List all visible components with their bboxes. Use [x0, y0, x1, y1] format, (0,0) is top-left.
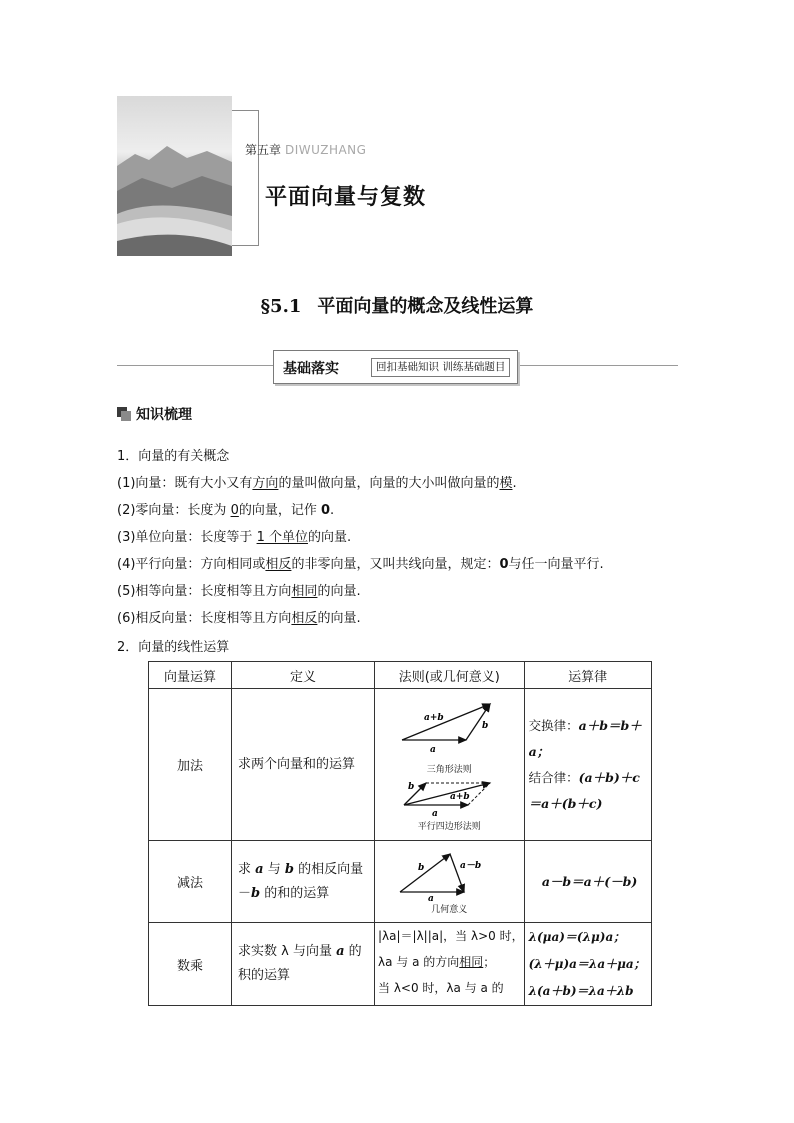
text: (3)单位向量：长度等于 [117, 530, 257, 545]
vector-b: b [284, 861, 294, 877]
chapter-cover-image [117, 96, 232, 256]
section-banner [273, 350, 518, 384]
associative-law [529, 765, 651, 791]
scalar-rule-line2 [378, 949, 524, 975]
def-addition: 求两个向量和的运算 [232, 689, 375, 841]
landscape-illustration [117, 96, 232, 256]
law-subtraction [524, 841, 651, 923]
text: 求实数 λ 与向量 [238, 944, 337, 959]
def-scalar [232, 923, 375, 1006]
concept-equal-vector [117, 580, 361, 599]
text: 的向量. [317, 584, 361, 599]
text: . [330, 503, 335, 518]
col-header-operation: 向量运算 [149, 662, 232, 689]
triangle-rule-diagram [394, 698, 504, 762]
divider-right [518, 365, 678, 366]
text: 积的运算 [238, 968, 291, 983]
label-a: a [430, 744, 437, 755]
minus-sign: － [238, 885, 252, 901]
banner-title: 基础落实 [283, 361, 339, 377]
law-formula: a＋b＝b＋ [578, 717, 642, 733]
label-b: b [482, 720, 489, 731]
concept-parallel-vector [117, 553, 604, 572]
blank-answer: 0 [230, 503, 239, 518]
text: 的 [344, 944, 362, 959]
commutative-law [529, 713, 651, 739]
text: 的向量. [317, 611, 361, 626]
rule-addition [375, 689, 525, 841]
triangle-rule-caption: 三角形法则 [426, 764, 472, 775]
section-name: 平面向量的概念及线性运算 [317, 296, 534, 317]
divider-left [117, 365, 273, 366]
law-label: 结合律： [528, 769, 579, 785]
section-number: §5.1 [260, 296, 302, 317]
label-b: b [408, 781, 415, 792]
text: 的向量. [307, 530, 352, 545]
op-name-addition: 加法 [149, 689, 232, 841]
concept-vector [117, 472, 517, 491]
section-title [0, 292, 794, 318]
label-a-plus-b: a+b [450, 791, 470, 802]
item2-heading: 2．向量的线性运算 [117, 640, 230, 655]
chapter-number: 第五章 [245, 143, 282, 157]
law-label: 交换律： [528, 717, 579, 733]
vector-a: a [336, 944, 345, 959]
law-formula: (a＋b)＋c [578, 769, 640, 785]
text: 求 [238, 861, 256, 877]
linear-operations-table [148, 661, 652, 1006]
concept-opposite-vector [117, 607, 361, 626]
label-a: a [428, 894, 435, 902]
law-addition [524, 689, 651, 841]
rule-subtraction [375, 841, 525, 923]
table-header-row [149, 662, 652, 689]
banner-subtitle: 回扣基础知识 训练基础题目 [371, 358, 510, 377]
col-header-definition: 定义 [232, 662, 375, 689]
item1-heading: 1．向量的有关概念 [117, 449, 230, 464]
chapter-pinyin: DIWUZHANG [285, 143, 367, 157]
scalar-law-1: λ(μa)＝(λμ)a； [528, 929, 626, 944]
law-scalar [524, 923, 651, 1006]
label-a-plus-b: a+b [424, 712, 444, 723]
zero-vector-symbol: 0 [499, 557, 509, 572]
text: (4)平行向量：方向相同或 [117, 557, 266, 572]
table-row-addition [149, 689, 652, 841]
text: 的量叫做向量，向量的大小叫做向量的 [278, 476, 500, 491]
blank-answer: 相同 [459, 955, 484, 969]
col-header-rule: 法则(或几何意义) [375, 662, 525, 689]
parallelogram-rule-caption: 平行四边形法则 [417, 821, 481, 832]
blank-answer: 方向 [252, 476, 279, 491]
col-header-law: 运算律 [524, 662, 651, 689]
square-bullet-icon [117, 407, 131, 421]
associative-law-cont: ＝a＋(b＋c) [528, 795, 603, 811]
label-b: b [418, 863, 425, 873]
blank-answer: 相同 [291, 584, 318, 599]
knowledge-heading [117, 404, 192, 424]
blank-answer: 模 [499, 476, 513, 491]
text: 的和的运算 [260, 885, 330, 901]
text: (5)相等向量：长度相等且方向 [117, 584, 292, 599]
rule-scalar [375, 923, 525, 1006]
text: ； [483, 955, 496, 969]
text: 与任一向量平行. [508, 557, 604, 572]
chapter-frame [232, 110, 259, 246]
parallelogram-rule-diagram [394, 775, 504, 819]
op-name-scalar: 数乘 [149, 923, 232, 1006]
commutative-law-cont: a； [528, 743, 550, 759]
def-subtraction [232, 841, 375, 923]
scalar-rule-line3: 当 λ<0 时，λa 与 a 的 [378, 981, 504, 995]
table-row-scalar [149, 923, 652, 1006]
text: (1)向量：既有大小又有 [117, 476, 253, 491]
vector-b: b [251, 885, 261, 901]
text: 的相反向量 [293, 861, 364, 877]
op-name-subtraction: 减法 [149, 841, 232, 923]
label-a-minus-b: a－b [460, 861, 482, 871]
text: 的向量，记作 [238, 503, 321, 518]
concept-unit-vector [117, 526, 351, 545]
table-row-subtraction [149, 841, 652, 923]
chapter-label [245, 141, 366, 158]
text: (2)零向量：长度为 [117, 503, 231, 518]
subtraction-law-formula: a－b＝a＋(－b) [541, 873, 638, 889]
text: λa 与 a 的方向 [378, 955, 460, 969]
text: 与 [263, 861, 285, 877]
text: 的非零向量，又叫共线向量，规定： [291, 557, 500, 572]
vector-a: a [255, 861, 264, 877]
zero-vector-symbol: 0 [320, 503, 331, 518]
subtraction-diagram [394, 848, 504, 902]
blank-answer: 相反 [265, 557, 292, 572]
scalar-law-2: (λ＋μ)a＝λa＋μa； [528, 956, 646, 971]
concept-zero-vector [117, 499, 334, 518]
label-a: a [432, 808, 439, 819]
text: (6)相反向量：长度相等且方向 [117, 611, 292, 626]
scalar-law-3: λ(a＋b)＝λa＋λb [528, 983, 634, 998]
blank-answer: 相反 [291, 611, 318, 626]
scalar-rule-line1: |λa|＝|λ||a|，当 λ>0 时， [378, 929, 524, 943]
chapter-title: 平面向量与复数 [265, 185, 427, 210]
text: . [512, 476, 517, 491]
blank-answer: 1 个单位 [256, 530, 308, 545]
knowledge-heading-text: 知识梳理 [136, 407, 192, 423]
subtraction-caption: 几何意义 [431, 905, 468, 915]
